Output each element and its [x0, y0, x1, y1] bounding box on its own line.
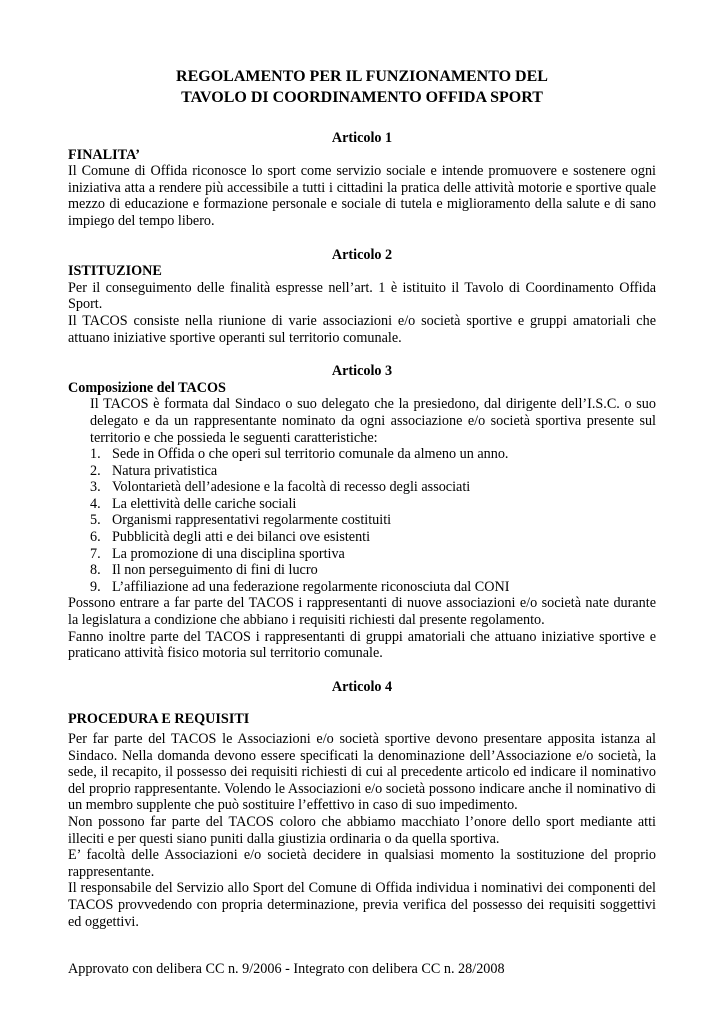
approval-footer: Approvato con delibera CC n. 9/2006 - Integrato con delibera CC n. 28/2008: [68, 961, 505, 977]
article-1-section-title: FINALITA’: [68, 146, 140, 163]
list-item: 2. Natura privatistica: [90, 462, 218, 479]
document-title-line-1: REGOLAMENTO PER IL FUNZIONAMENTO DEL: [176, 68, 548, 85]
article-4-text-3: E’ facoltà delle Associazioni e/o società decidere in qualsiasi momento la sostituzione del proprio rappresentante.: [68, 847, 656, 880]
article-3-heading: Articolo 3: [331, 363, 393, 380]
article-4-section-title: PROCEDURA E REQUISITI: [68, 711, 250, 728]
list-item: 5. Organismi rappresentativi regolarmente costituiti: [90, 512, 392, 529]
article-4-text-4: Il responsabile del Servizio allo Sport del Comune di Offida individua i nominativi dei componenti del TACOS provvedendo con propria determinazione, previa verifica del possesso dei requisiti soggettivi ed oggettivi.: [68, 880, 656, 930]
list-item: 4. La elettività delle cariche sociali: [90, 495, 297, 512]
document-body: [68, 66, 656, 930]
article-1-heading: Articolo 1: [331, 130, 393, 146]
article-4-heading: Articolo 4: [331, 678, 393, 695]
article-2-text-1: Per il conseguimento delle finalità espresse nell’art. 1 è istituito il Tavolo di Coordinamento Offida Sport.: [68, 279, 656, 313]
article-3-text-3: Fanno inoltre parte del TACOS i rappresentanti di gruppi amatoriali che attuano iniziative sportive e praticano attività fisico motoria sul territorio comunale.: [68, 628, 656, 662]
list-item: 3. Volontarietà dell’adesione e la facoltà di recesso degli associati: [90, 479, 471, 496]
requirements-list: [68, 446, 656, 595]
article-1-text: Il Comune di Offida riconosce lo sport come servizio sociale e intende promuovere e sostenere ogni iniziativa atta a rendere più accessibile a tutti i cittadini la pratica delle attività motorie e sportive quale mezzo di educazione e formazione personale e sociale di tutela e miglioramento della salute e di sano impiego del tempo libero.: [68, 163, 656, 229]
article-3-section-title: Composizione del TACOS: [68, 379, 226, 396]
article-3-text-2: Possono entrare a far parte del TACOS i rappresentanti di nuove associazioni e/o società nate durante la legislatura a condizione che abbiano i requisiti richiesti dal presente regolamento.: [68, 595, 656, 629]
article-2-section-title: ISTITUZIONE: [68, 263, 162, 280]
article-4-text-2: Non possono far parte del TACOS coloro che abbiamo macchiato l’onore dello sport mediante atti illeciti e per questi siano puniti dalla giustizia ordinaria o da quella sportiva.: [68, 813, 656, 847]
document-title-line-2: TAVOLO DI COORDINAMENTO OFFIDA SPORT: [181, 89, 543, 106]
article-4-text-1: Per far parte del TACOS le Associazioni e/o società sportive devono presentare apposita istanza al Sindaco. Nella domanda devono essere specificati la denominazione dell’Associazione e/o società, la sede, il recapito, il possesso dei requisiti richiesti di cui al precedente articolo ed indicare il nominativo del proprio rappresentante. Volendo le Associazioni e/o società possono indicare anche il nominativo di un membro supplente che può sostituire l’effettivo in caso di suo impedimento.: [68, 731, 656, 814]
article-2-heading: Articolo 2: [331, 246, 393, 263]
list-item: 1. Sede in Offida o che operi sul territorio comunale da almeno un anno.: [90, 446, 509, 463]
list-item: 8. Il non perseguimento di fini di lucro: [90, 562, 318, 579]
article-2-text-2: Il TACOS consiste nella riunione di varie associazioni e/o società sportive e gruppi amatoriali che attuano iniziative sportive operanti sul territorio comunale.: [68, 312, 656, 346]
article-3-intro: Il TACOS è formata dal Sindaco o suo delegato che la presiedono, dal dirigente dell’I.S.C. o suo delegato e da un rappresentante nominato da ogni associazione e/o società sportiva presente sul territorio e che possieda le seguenti caratteristiche:: [90, 396, 656, 446]
list-item: 7. La promozione di una disciplina sportiva: [90, 545, 345, 562]
list-item: 6. Pubblicità degli atti e dei bilanci ove esistenti: [90, 529, 371, 546]
list-item: 9. L’affiliazione ad una federazione regolarmente riconosciuta dal CONI: [90, 578, 510, 595]
